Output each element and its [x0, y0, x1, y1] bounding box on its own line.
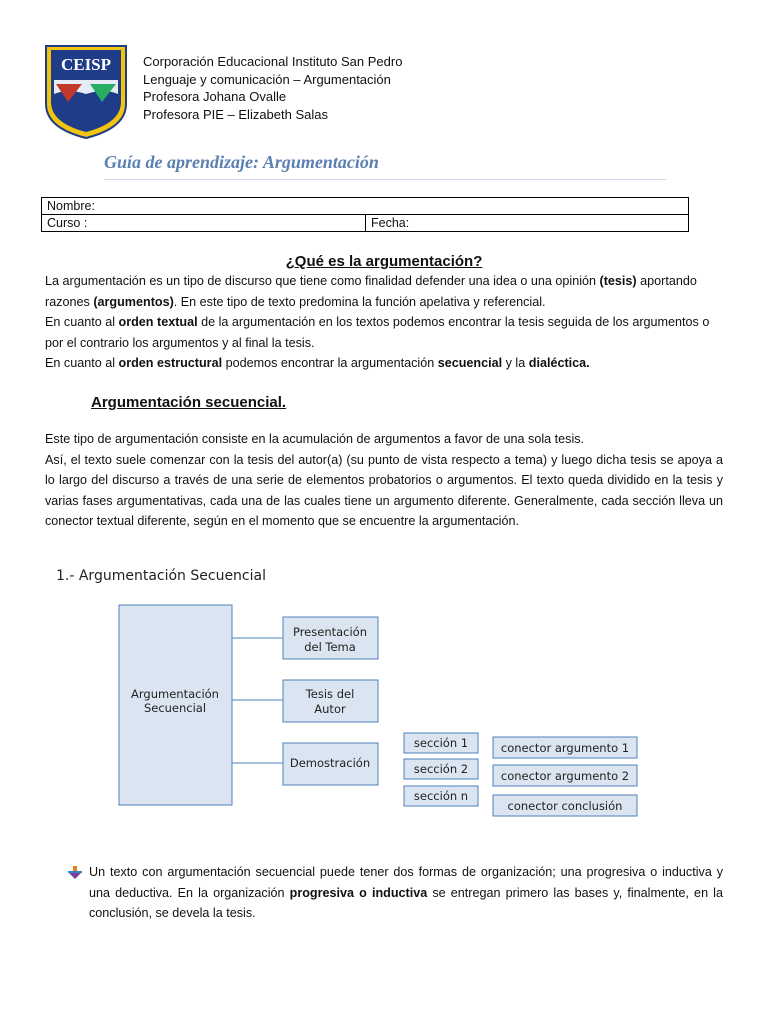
nombre-field[interactable]: Nombre:	[42, 198, 689, 215]
seccion-1-label: sección 1	[413, 736, 469, 750]
diagram-conector-boxes	[493, 737, 637, 816]
intro-paragraph-1: La argumentación es un tipo de discurso que tiene como finalidad defender una idea o una opinión (tesis) aportando razones (argumentos). En este tipo de texto predomina la función apelativa y referencial.	[45, 274, 697, 309]
bullet-item	[68, 862, 723, 924]
main-box-label-2: Secuencial	[143, 701, 207, 715]
student-info-table	[41, 197, 689, 232]
subject-line: Lenguaje y comunicación – Argumentación	[143, 71, 391, 87]
seccion-n-label: sección n	[413, 789, 469, 803]
seccion-2-label: sección 2	[413, 762, 469, 776]
guide-title: Guía de aprendizaje: Argumentación	[104, 152, 379, 172]
teacher-line: Profesora Johana Ovalle	[143, 89, 287, 104]
presentacion-label-2: del Tema	[304, 640, 356, 654]
school-name: Corporación Educacional Instituto San Pedro	[143, 54, 403, 69]
sequential-diagram	[50, 560, 660, 830]
conector-conclusion-label: conector conclusión	[507, 799, 623, 813]
demostracion-label: Demostración	[289, 756, 371, 770]
school-crest-logo	[44, 44, 128, 140]
sequential-paragraphs	[45, 429, 723, 532]
main-box-label-1: Argumentación	[131, 687, 219, 701]
arrow-bullet-icon	[68, 866, 82, 880]
curso-field[interactable]: Curso :	[42, 215, 366, 232]
intro-paragraphs	[45, 271, 723, 374]
diagram-box-presentacion	[283, 617, 378, 659]
intro-paragraph-2: En cuanto al orden textual de la argumentación en los textos podemos encontrar la tesis seguida de los argumentos o por el contrario los argumentos y al final la tesis.	[45, 315, 710, 350]
sequential-paragraph-2: Así, el texto suele comenzar con la tesis del autor(a) (su punto de vista respecto a tema) y luego dicha tesis se apoya a lo largo del discurso a través de una serie de elementos probatorios o argumentos. El texto queda dividido en la tesis y varias fases argumentativas, cada una de las cuales tiene un argumento diferente. Generalmente, cada sección lleva un conector textual diferente, según en el momento que se encuentre la argumentación.	[45, 452, 723, 529]
tesis-label-2: Autor	[314, 702, 346, 716]
tesis-label-1: Tesis del	[305, 687, 355, 701]
presentacion-label-1: Presentación	[292, 625, 368, 639]
header-info	[143, 53, 402, 123]
conector-1-label: conector argumento 1	[500, 741, 630, 755]
diagram-connectors	[232, 638, 283, 763]
section-heading-sequential: Argumentación secuencial.	[91, 394, 287, 411]
sequential-paragraph-1: Este tipo de argumentación consiste en la acumulación de argumentos a favor de una sola tesis.	[45, 432, 585, 446]
conector-2-label: conector argumento 2	[500, 769, 630, 783]
diagram-box-tesis	[283, 680, 378, 722]
logo-text: CEISP	[60, 55, 112, 74]
section-heading-what-is: ¿Qué es la argumentación?	[285, 253, 483, 270]
intro-paragraph-3: En cuanto al orden estructural podemos encontrar la argumentación secuencial y la dialéctica.	[45, 356, 590, 371]
diagram-main-box	[119, 605, 232, 805]
pie-teacher-line: Profesora PIE – Elizabeth Salas	[143, 106, 328, 122]
bullet-text: Un texto con argumentación secuencial puede tener dos formas de organización; una progresiva o inductiva y una deductiva. En la organización progresiva o inductiva se entregan primero las bases y, finalmente, en la conclusión, se devela la tesis.	[89, 865, 723, 921]
title-divider	[104, 179, 666, 180]
diagram-box-demostracion	[283, 743, 378, 785]
diagram-title: 1.- Argumentación Secuencial	[56, 568, 266, 584]
diagram-seccion-boxes	[404, 733, 478, 806]
fecha-field[interactable]: Fecha:	[366, 215, 689, 232]
